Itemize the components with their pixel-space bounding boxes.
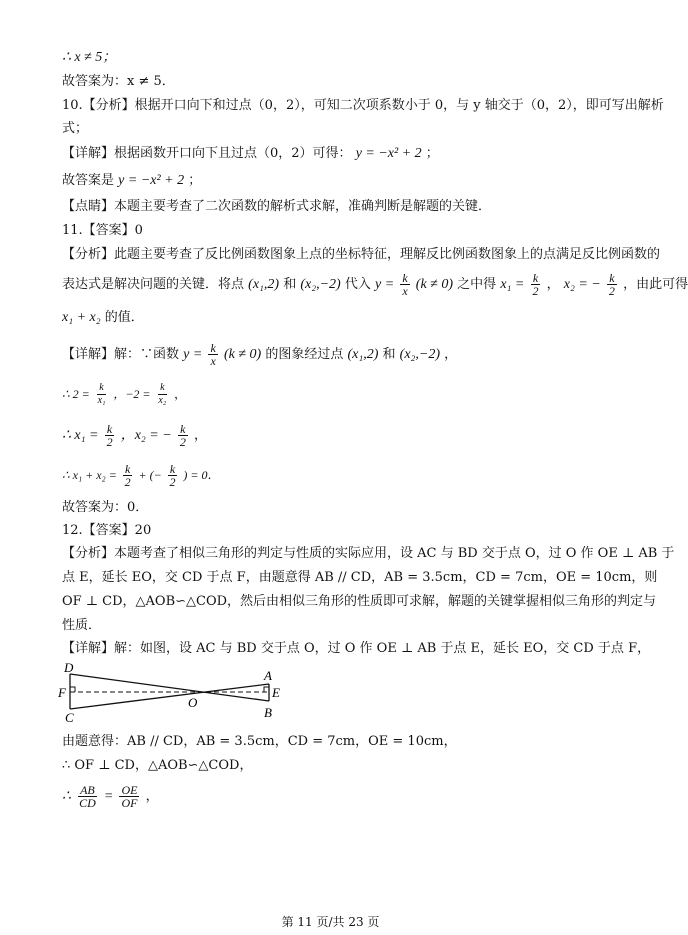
fraction-k-over-2-e: $\frac{k}{2}$ [124, 462, 131, 489]
line-19: 点 E，延长 EO，交 CD 于点 F，由题意得 AB // CD，AB = 3.5cm，CD = 7cm，OE = 10cm，则 [62, 570, 658, 585]
fraction-ab-over-cd: $\frac{AB}{CD}$ [79, 783, 96, 810]
label-b: B [264, 705, 272, 720]
fraction-k-over-2-d: $\frac{k}{2}$ [179, 422, 186, 449]
line-9: 【分析】此题主要考查了反比例函数图象上点的坐标特征，理解反比例函数图象上的点满足反比例函数的 [62, 247, 661, 262]
fraction-k-over-x2: $\frac{k}{\text{x₂}}$ [158, 382, 167, 406]
fraction-k-over-2-b: $\frac{k}{2}$ [608, 271, 615, 298]
geometry-figure [58, 660, 298, 724]
line-20: OF ⊥ CD，△AOB∽△COD，然后由相似三角形的性质即可求解，解题的关键掌握相似三角形的判定与 [62, 594, 657, 609]
fraction-k-over-2: $\frac{k}{2}$ [532, 271, 539, 298]
fraction-oe-over-of: $\frac{OE}{OF}$ [121, 783, 138, 810]
line-4: 式； [62, 121, 89, 136]
line-22: 【详解】解：如图，设 AC 与 BD 交于点 O，过 O 作 OE ⊥ AB 于点 E，延长 EO，交 CD 于点 F， [62, 641, 651, 656]
line-25: ∴ $\frac{AB}{CD}$ = $\frac{OE}{OF}$ ， [62, 783, 159, 810]
fraction-k-over-x-b: $\frac{k}{x}$ [210, 341, 216, 368]
line-8: 11.【答案】0 [62, 223, 143, 238]
line-21: 性质． [62, 618, 102, 633]
line-3: 10.【分析】根据开口向下和过点（0，2），可知二次项系数小于 0，与 y 轴交于（0，2），即可写出解析 [62, 98, 664, 113]
label-o: O [188, 695, 198, 710]
line-7: 【点睛】本题主要考查了二次函数的解析式求解，准确判断是解题的关键． [62, 199, 492, 214]
label-d: D [64, 660, 74, 675]
label-e: E [272, 685, 280, 700]
line-17: 12.【答案】20 [62, 523, 152, 538]
right-angle-f [70, 687, 75, 692]
line-23: 由题意得：AB // CD，AB = 3.5cm，CD = 7cm，OE = 10cm， [62, 734, 457, 749]
line-6: 故答案是 y = −x² + 2 ； [62, 173, 202, 188]
line-16: 故答案为：0． [62, 500, 149, 515]
label-f: F [58, 685, 66, 700]
line-12: 【详解】解：∵函数 y = $\frac{k}{x}$ (k ≠ 0) 的图象经过点 (x₁,2) 和 (x₂,−2) ， [62, 341, 458, 368]
line-10: 表达式是解决问题的关键．将点 (x₁,2) 和 (x₂,−2) 代入 y = $\frac{k}{x}$ (k ≠ 0) 之中得 x₁ = $\frac{k}{2}$ ， x₂ = − $\frac{k}{2}$ ，由此可得 [62, 271, 688, 298]
label-c: C [65, 710, 74, 725]
right-angle-e [264, 687, 269, 692]
line-18: 【分析】本题考查了相似三角形的判定与性质的实际应用，设 AC 与 BD 交于点 O，过 O 作 OE ⊥ AB 于 [62, 546, 675, 561]
fraction-k-over-2-c: $\frac{k}{2}$ [106, 422, 113, 449]
line-15: ∴ x₁ + x₂ = $\frac{k}{2}$ + (− $\frac{k}{2}$ ) = 0． [62, 462, 220, 489]
line-14: ∴ x₁ = $\frac{k}{2}$ ，x₂ = − $\frac{k}{2}$ ， [62, 422, 207, 449]
fraction-k-over-2-f: $\frac{k}{2}$ [169, 462, 176, 489]
line-2: 故答案为：x ≠ 5． [62, 74, 175, 89]
page-footer: 第 11 页/共 23 页 [281, 915, 380, 929]
fraction-k-over-x1: $\frac{k}{\text{x₁}}$ [97, 382, 106, 406]
line-5: 【详解】根据函数开口向下且过点（0，2）可得： y = −x² + 2 ； [62, 146, 439, 161]
line-13: ∴ 2 = $\frac{k}{\text{x₁}}$ ，−2 = $\frac{k}{\text{x₂}}$ ， [62, 382, 187, 406]
line-24: ∴ OF ⊥ CD，△AOB∽△COD， [62, 758, 253, 773]
fraction-k-over-x: $\frac{k}{x}$ [402, 271, 408, 298]
line-11: x₁ + x₂ 的值． [62, 310, 144, 325]
line-1: ∴ x ≠ 5； [62, 50, 117, 65]
label-a: A [264, 668, 272, 683]
